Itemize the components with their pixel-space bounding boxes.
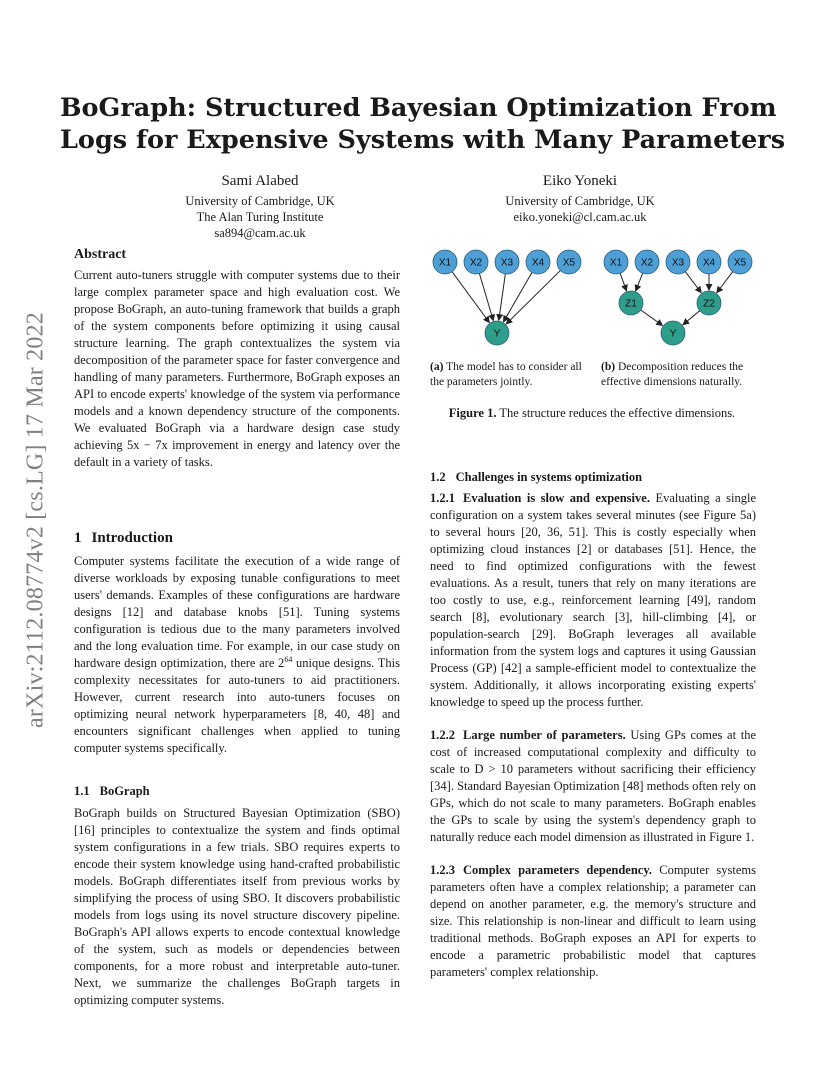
graph-nodes bbox=[433, 250, 752, 345]
graph-node-y bbox=[661, 321, 685, 345]
subsubsection-heading bbox=[430, 863, 652, 877]
subfigure-text: The model has to consider all the parameters jointly. bbox=[430, 361, 582, 388]
author-email: eiko.yoneki@cl.cam.ac.uk bbox=[513, 210, 647, 224]
subfigure-label: (a) bbox=[430, 361, 444, 373]
author-name: Sami Alabed bbox=[221, 173, 299, 189]
arxiv-sidebar bbox=[22, 280, 50, 760]
section-number: 1.2.3 bbox=[430, 863, 455, 877]
graph-node-x1 bbox=[433, 250, 457, 274]
node-label: X3 bbox=[500, 257, 514, 269]
subfigure-label: (b) bbox=[601, 361, 616, 373]
evaluation-paragraph bbox=[430, 490, 756, 711]
paragraph-text: Computer systems parameters often have a complex relationship; a parameter can depend on another parameter, e.g. the memory's structure and size. This relationship is non-linear and difficult to learn using traditional methods. BoGraph exposes an API for experts to encode a parametric probabilistic model that captures parameters' complex relationship. bbox=[430, 863, 757, 979]
figure-1-caption bbox=[425, 405, 759, 422]
figure-label: Figure 1. bbox=[448, 406, 497, 420]
right-column bbox=[430, 469, 756, 981]
paper-title bbox=[60, 92, 786, 156]
graph-edge bbox=[504, 272, 532, 321]
node-label: X2 bbox=[469, 257, 483, 269]
graph-edge bbox=[499, 274, 506, 320]
node-label: X5 bbox=[562, 257, 576, 269]
graph-node-x4 bbox=[697, 250, 721, 274]
graph-node-x3 bbox=[666, 250, 690, 274]
author-name: Eiko Yoneki bbox=[542, 173, 618, 189]
author-email: sa894@cam.ac.uk bbox=[214, 226, 306, 240]
section-title: Introduction bbox=[91, 530, 173, 546]
node-label: X3 bbox=[671, 257, 685, 269]
paragraph-text: Using GPs comes at the cost of increased computational complexity and difficulty to scale to D > 10 parameters without sacrificing their efficiency [34]. Standard Bayesian Optimization [48] methods often rely on GPs, which do not scale to many parameters. BoGraph enables the GPs to scale by using the system's dependency graph to naturally reduce each model dimension as illustrated in Figure 1. bbox=[430, 728, 757, 844]
graph-node-x5 bbox=[557, 250, 581, 274]
dependency-paragraph bbox=[430, 862, 756, 981]
author-affiliation: The Alan Turing Institute bbox=[196, 210, 324, 224]
node-label: X4 bbox=[702, 257, 716, 269]
author-affiliation: University of Cambridge, UK bbox=[505, 194, 655, 208]
graph-edge bbox=[641, 310, 663, 325]
graph-node-x5 bbox=[728, 250, 752, 274]
graph-edge bbox=[685, 272, 701, 293]
subfigure-a-caption bbox=[430, 360, 588, 390]
parameters-paragraph bbox=[430, 727, 756, 846]
graph-node-x3 bbox=[495, 250, 519, 274]
graph-edge bbox=[636, 273, 643, 291]
node-label: X4 bbox=[531, 257, 545, 269]
section-number: 1.2 bbox=[430, 470, 446, 484]
figure-caption-text: The structure reduces the effective dimensions. bbox=[499, 406, 736, 420]
node-label: X1 bbox=[438, 257, 452, 269]
section-title: Evaluation is slow and expensive. bbox=[463, 491, 650, 505]
left-column bbox=[74, 246, 400, 1009]
section-number: 1.1 bbox=[74, 784, 90, 798]
section-heading-introduction bbox=[74, 529, 400, 548]
node-label: X5 bbox=[733, 257, 747, 269]
author-block-1 bbox=[130, 172, 390, 241]
graph-node-x1 bbox=[604, 250, 628, 274]
figure-1-graphs bbox=[425, 244, 765, 354]
abstract-text: Current auto-tuners struggle with computer systems due to their large complex parameter space and high evaluation cost. We propose BoGraph, an auto-tuning framework that builds a graph of the system components before optimizing it using causal structure learning. The graph contextualizes the system via decomposition of the parameter space for faster convergence and handling of many parameters. Furthermore, BoGraph exposes an API to encode experts' knowledge of the system via performance models and a known dependency structure of the components. We evaluated BoGraph via a hardware design case study achieving 5x − 7x improvement in energy and latency over the default in a variety of tasks. bbox=[74, 268, 400, 469]
section-title: Complex parameters dependency. bbox=[463, 863, 653, 877]
bograph-text: BoGraph builds on Structured Bayesian Optimization (SBO) [16] principles to contextualize the system and finds optimal system configurations in a few trials. SBO requires experts to encode their system knowledge using hand-crafted probabilistic models. BoGraph differentiates itself from previous works by simplifying the process of using SBO. It discovers probabilistic models from logs using its novel structure discovery pipeline. BoGraph's API allows experts to encode contextual knowledge of the system, such as models or dependencies between components, for a more robust and interpretable auto-tuner. Next, we summarize the challenges BoGraph targets in optimizing computer systems. bbox=[74, 806, 400, 1007]
subfigure-text: Decomposition reduces the effective dimensions naturally. bbox=[601, 361, 744, 388]
title-line-1: BoGraph: Structured Bayesian Optimization From bbox=[60, 93, 777, 123]
section-title: Challenges in systems optimization bbox=[455, 470, 643, 484]
graph-edge bbox=[717, 272, 733, 293]
author-block-2 bbox=[450, 172, 710, 225]
graph-a-edges bbox=[452, 270, 560, 323]
graph-edge bbox=[620, 273, 626, 291]
abstract-heading: Abstract bbox=[74, 247, 127, 262]
introduction-text bbox=[74, 553, 400, 757]
subsection-heading-challenges bbox=[430, 469, 756, 486]
text-run: unique designs. This complexity necessitates for auto-tuners to aid practitioners. However, current research into auto-tuners focuses on optimizing neural network hyperparameters [8, 40, 48] and encounters significant challenges when applied to tuning computer systems specifically. bbox=[74, 656, 400, 755]
text-run: Computer systems facilitate the execution of a wide range of diverse workloads by exposing tunable configurations to meet users' demands. Examples of these configurations are hardware designs [12] and database knobs [51]. Tuning systems configuration is tedious due to the many parameters involved and the long evaluation time. For example, in our case study on hardware design optimization, there are 2 bbox=[74, 554, 400, 670]
section-title: Large number of parameters. bbox=[463, 728, 626, 742]
graph-edge bbox=[452, 272, 489, 323]
section-number: 1 bbox=[74, 530, 82, 546]
graph-edge bbox=[683, 311, 700, 325]
graph-node-y bbox=[485, 321, 509, 345]
section-title: BoGraph bbox=[99, 784, 150, 798]
graph-node-z2 bbox=[697, 291, 721, 315]
graph-node-z1 bbox=[619, 291, 643, 315]
section-number: 1.2.2 bbox=[430, 728, 455, 742]
graph-edge bbox=[479, 274, 493, 321]
node-label: X2 bbox=[640, 257, 654, 269]
arxiv-identifier: arXiv:2112.08774v2 [cs.LG] 17 Mar 2022 bbox=[22, 312, 49, 728]
section-number: 1.2.1 bbox=[430, 491, 455, 505]
graph-node-x4 bbox=[526, 250, 550, 274]
node-label: Z2 bbox=[703, 298, 715, 310]
author-affiliation: University of Cambridge, UK bbox=[185, 194, 335, 208]
subfigure-b-caption bbox=[601, 360, 761, 390]
graph-edge bbox=[506, 270, 560, 323]
subsubsection-heading bbox=[430, 491, 650, 505]
paragraph-text: Evaluating a single configuration on a system takes several minutes (see Figure 5a) to several hours [20, 36, 51]. This is costly especially when optimizing cloud instances [2] or databases [51]. Hence, the need to find optimized configurations with the fewest evaluations. As a result, tuners that rely on many iterations are too costly to use, e.g., reinforcement learning [49], random search [8], evolutionary search [3], hill-climbing [4], or population-search [29]. BoGraph leverages all available information from the system logs and captures it using Gaussian Process (GP) [42] a sample-efficient model to contextualize the system. Additionally, it allows incorporating existing experts' knowledge to speed up the process further. bbox=[430, 491, 757, 709]
node-label: Z1 bbox=[625, 298, 637, 310]
subsubsection-heading bbox=[430, 728, 626, 742]
graph-node-x2 bbox=[464, 250, 488, 274]
subsection-heading-bograph bbox=[74, 783, 400, 800]
graph-node-x2 bbox=[635, 250, 659, 274]
node-label: X1 bbox=[609, 257, 623, 269]
title-line-2: Logs for Expensive Systems with Many Parameters bbox=[60, 125, 786, 155]
node-label: Y bbox=[493, 328, 501, 340]
superscript: 64 bbox=[284, 654, 293, 664]
node-label: Y bbox=[669, 328, 677, 340]
